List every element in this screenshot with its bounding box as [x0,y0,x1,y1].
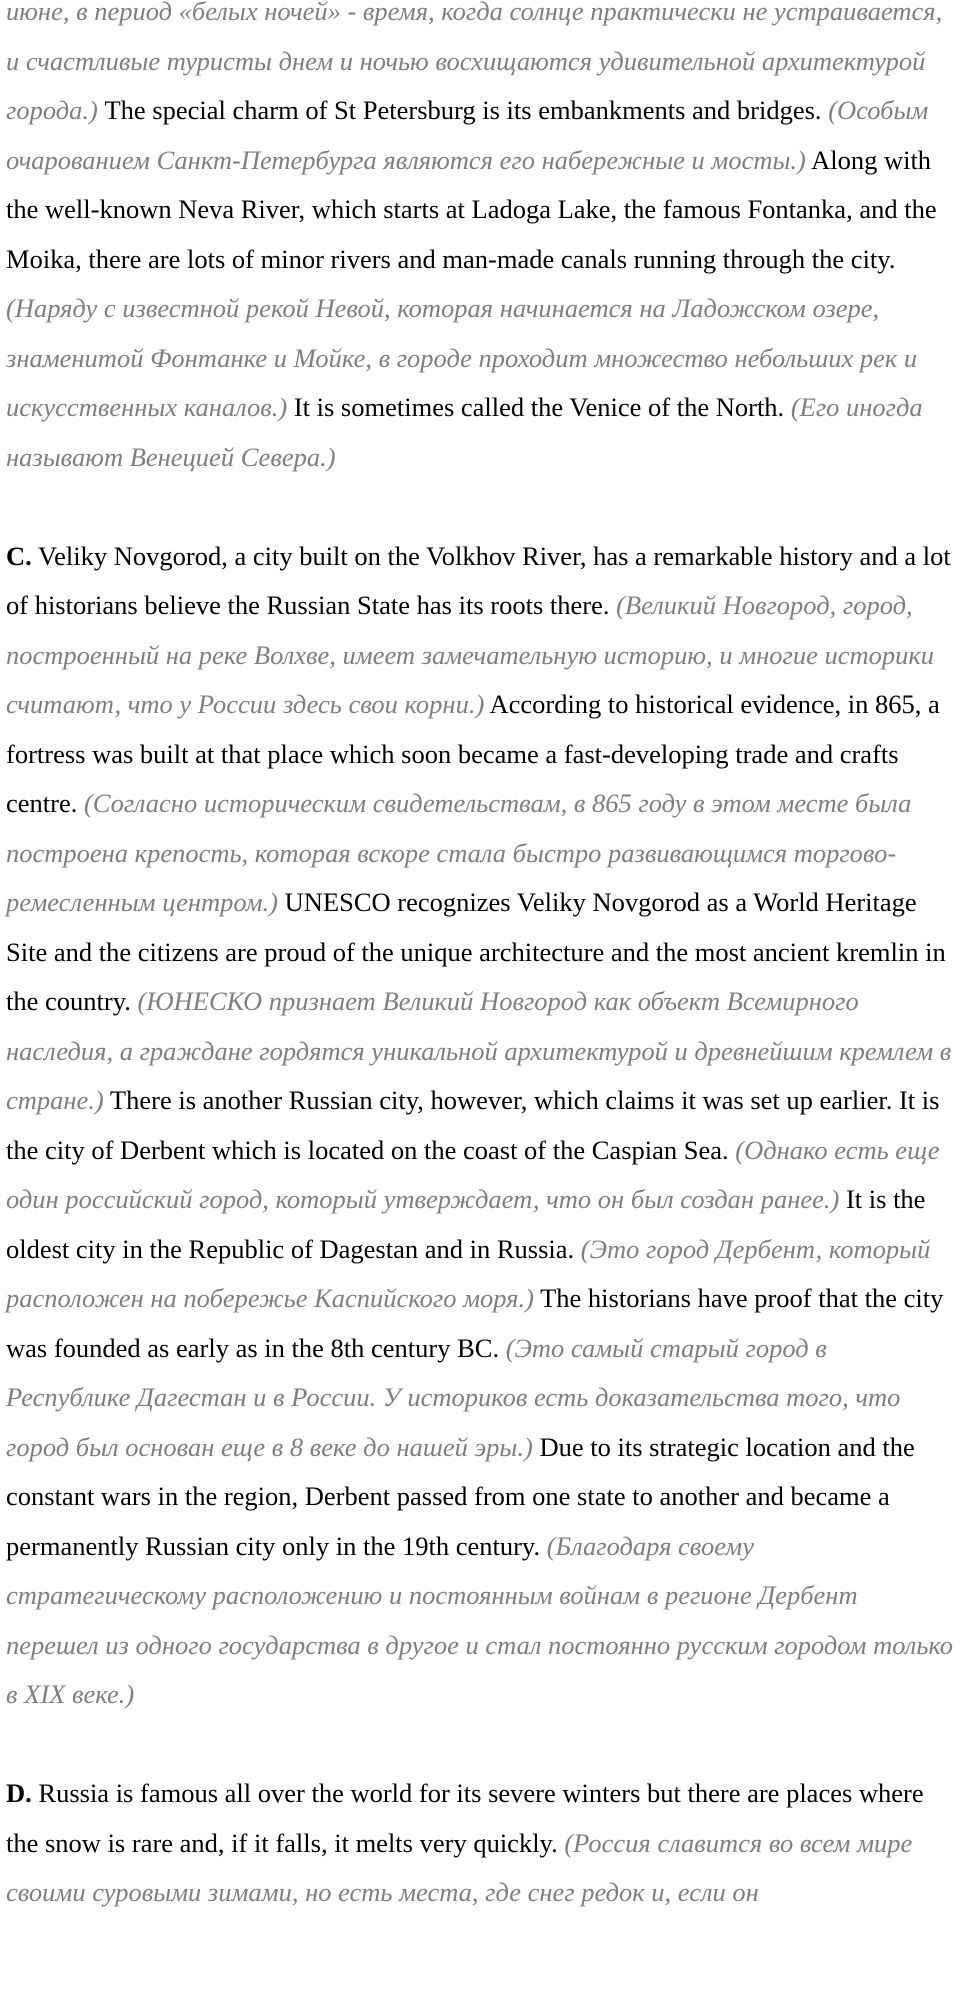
russian-translation: (Великий Новгород, город, построенный на реке Волхве, имеет замечательную историю, и многие историки считают, что у России здесь свои корни.) [6,590,935,719]
english-sentence: Along with the well-known Neva River, which starts at Ladoga Lake, the famous Fontanka, and the Moika, there are lots of minor rivers and man-made canals running through the city. [6,144,937,274]
english-sentence: It is the oldest city in the Republic of Dagestan and in Russia. [6,1184,926,1264]
english-sentence: Due to its strategic location and the constant wars in the region, Derbent passed from one state to another and became a permanently Russian city only in the 19th century. [6,1431,915,1561]
russian-translation: (Благодаря своему стратегическому расположению и постоянным войнам в регионе Дербент перешел из одного государства в другое и стал постоянно русским городом только в XIX веке.) [6,1530,954,1709]
english-sentence: Russia is famous all over the world for its severe winters but there are places where the snow is rare and, if it falls, it melts very quickly. [6,1778,924,1858]
russian-translation: (Однако есть еще один российский город, который утверждает, что он был создан ранее.) [6,1134,940,1214]
paragraph-c [6,532,956,1720]
english-sentence: The historians have proof that the city was founded as early as in the 8th century BC. [6,1283,944,1363]
russian-translation: (Это город Дербент, который расположен на побережье Каспийского моря.) [6,1233,931,1313]
english-sentence: There is another Russian city, however, which claims it was set up earlier. It is the city of Derbent which is located on the coast of the Caspian Sea. [6,1085,940,1165]
english-sentence: UNESCO recognizes Veliky Novgorod as a World Heritage Site and the citizens are proud of the unique architecture and the most ancient kremlin in the country. [6,887,946,1016]
russian-translation: (Согласно историческим свидетельствам, в 865 году в этом месте была построена крепость, которая вскоре стала быстро развивающимся торгово-ремесленным центром.) [6,788,912,917]
russian-translation: июне, в период «белых ночей» - время, когда солнце практически не устраивается, и счастливые туристы днем и ночью восхищаются удивительной архитектурой города.) [6,0,943,125]
russian-translation: (Россия славится во всем мире своими суровыми зимами, но есть места, где снег редок и, если он [6,1827,913,1907]
paragraph-b-continued [6,0,956,482]
paragraph-label: D. [6,1778,32,1808]
russian-translation: (Наряду с известной рекой Невой, которая начинается на Ладожском озере, знаменитой Фонтанке и Мойке, в городе проходит множество небольших рек и искусственных каналов.) [6,293,918,422]
english-sentence: The special charm of St Petersburg is its embankments and bridges. [104,95,822,125]
russian-translation: (Его иногда называют Венецией Севера.) [6,392,923,472]
document-body [6,0,956,1967]
english-sentence: Veliky Novgorod, a city built on the Volkhov River, has a remarkable history and a lot of historians believe the Russian State has its roots there. [6,540,951,620]
english-sentence: It is sometimes called the Venice of the North. [293,392,785,422]
russian-translation: (Это самый старый город в Республике Дагестан и в России. У историков есть доказательства того, что город был основан еще в 8 веке до нашей эры.) [6,1332,901,1462]
paragraph-d [6,1769,956,1918]
russian-translation: (ЮНЕСКО признает Великий Новгород как объект Всемирного наследия, а граждане гордятся уникальной архитектурой и древнейшим кремлем в стране.) [6,986,952,1115]
paragraph-label: C. [6,540,32,571]
russian-translation: (Особым очарованием Санкт-Петербурга являются его набережные и мосты.) [6,95,929,175]
english-sentence: According to historical evidence, in 865, a fortress was built at that place which soon became a fast-developing trade and crafts centre. [6,689,940,818]
